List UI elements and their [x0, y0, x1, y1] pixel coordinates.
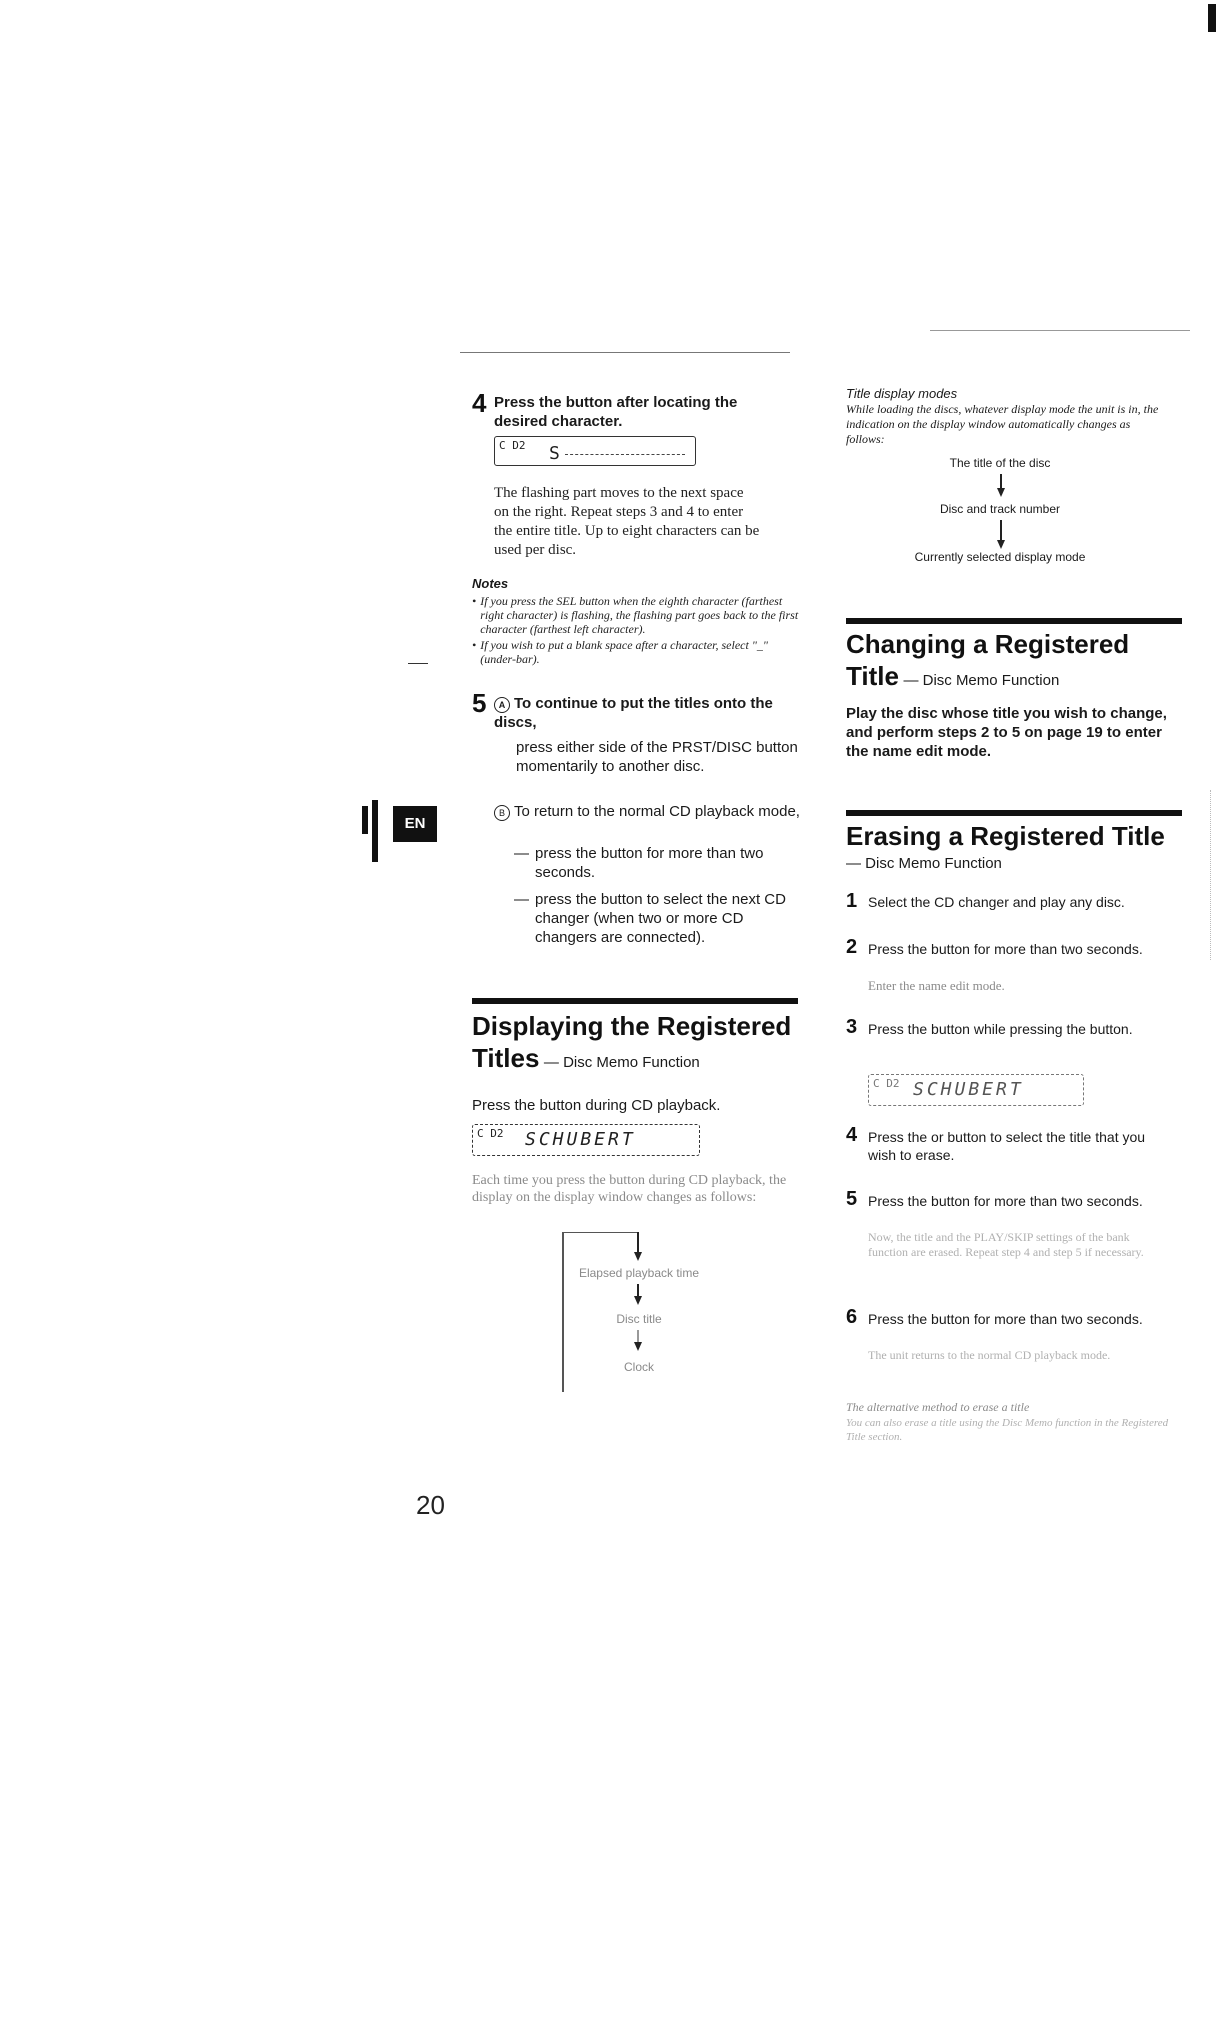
title-flow-item: The title of the disc	[949, 456, 1051, 470]
body-line: on the right. Repeat steps 3 and 4 to enter	[494, 504, 744, 520]
scan-line	[930, 330, 1190, 331]
step-5b-title: B To return to the normal CD playback mode,	[494, 802, 804, 821]
margin-mark	[408, 663, 428, 664]
flow-item: Clock	[623, 1360, 654, 1374]
alt-method-body: You can also erase a title using the Disc Memo function in the Registered Title section.	[846, 1417, 1169, 1443]
body-line: used per disc.	[494, 542, 577, 558]
changing-body: Play the disc whose title you wish to change, and perform steps 2 to 5 on page 19 to enter the name edit mode.	[846, 705, 1167, 760]
note-item: • If you wish to put a blank space after a character, select "_" (under-bar).	[472, 638, 768, 666]
erasing-step: 1 Select the CD changer and play any disc.	[846, 890, 1125, 912]
section-title-displaying-line2: Titles — Disc Memo Function	[472, 1043, 700, 1073]
section-rule	[846, 618, 1182, 624]
section-rule	[846, 810, 1182, 816]
flow-arrow	[997, 488, 1005, 497]
step-4-body	[494, 484, 804, 560]
lcd-display-step4: C D2 S	[494, 436, 696, 466]
note-item: • If you press the SEL button when the eighth character (farthest right character) is flashing, the flashing part goes back to the first character (farthest left character).	[472, 594, 799, 636]
step-5a-body: press either side of the PRST/DISC button momentarily to another disc.	[516, 739, 798, 775]
erasing-step: 2 Press the button for more than two seconds. Enter the name edit mode.	[846, 936, 1143, 993]
erasing-step: 5 Press the button for more than two seconds. Now, the title and the PLAY/SKIP settings of the bank function are erased. Repeat step 4 and step 5 if necessary.	[846, 1188, 1144, 1259]
section-title-displaying: Displaying the Registered	[472, 1011, 792, 1041]
scan-mark	[1208, 4, 1216, 32]
title-modes-body: While loading the discs, whatever display mode the unit is in, the indication on the display window automatically changes as follows:	[846, 402, 1159, 446]
margin-mark	[1210, 790, 1212, 960]
lcd-char: S	[549, 443, 560, 464]
lcd-display-erase: C D2 SCHUBERT	[868, 1074, 1084, 1106]
flow-item: Elapsed playback time	[578, 1266, 700, 1280]
notes-heading: Notes	[472, 576, 509, 591]
page-number: 20	[416, 1490, 445, 1520]
lcd-display-schubert: C D2 SCHUBERT	[472, 1124, 700, 1156]
scan-line	[460, 352, 790, 353]
flow-loop-top	[562, 1232, 638, 1233]
alt-method-heading: The alternative method to erase a title	[846, 1400, 1030, 1414]
erasing-subtitle: — Disc Memo Function	[846, 855, 1002, 872]
display-instruction: Press the button during CD playback.	[472, 1097, 721, 1114]
flow-line	[1000, 520, 1002, 542]
flow-arrow	[997, 540, 1005, 549]
step-4-number: 4	[472, 388, 487, 418]
section-title-changing-line2: Title — Disc Memo Function	[846, 661, 1060, 691]
title-flow-item: Currently selected display mode	[914, 550, 1086, 564]
step-5b-item: — press the button for more than two seconds.	[514, 845, 764, 881]
erasing-step: 6 Press the button for more than two seconds. The unit returns to the normal CD playback mode.	[846, 1306, 1143, 1362]
lcd-text: SCHUBERT	[525, 1129, 636, 1150]
flow-item: Disc title	[616, 1312, 662, 1326]
flow-loop-line	[562, 1232, 564, 1392]
title-modes-heading: Title display modes	[846, 386, 958, 401]
step-5-number: 5	[472, 688, 487, 718]
flow-line	[637, 1232, 639, 1254]
notes-list	[472, 594, 802, 666]
flow-arrow	[634, 1296, 642, 1305]
tab-bar	[362, 806, 368, 834]
step-4-title: Press the button after locating the desired character.	[494, 394, 738, 430]
step-5a-title: A To continue to put the titles onto the discs,	[494, 695, 773, 731]
flow-arrow	[634, 1342, 642, 1351]
title-flow-item: Disc and track number	[939, 502, 1061, 516]
body-line: the entire title. Up to eight characters can be	[494, 523, 760, 539]
display-description: Each time you press the button during CD playback, the display on the display window changes as follows:	[472, 1173, 787, 1205]
section-title-changing: Changing a Registered	[846, 629, 1130, 659]
section-rule	[472, 998, 798, 1004]
erasing-step: 3 Press the button while pressing the button.	[846, 1016, 1133, 1038]
erasing-step: 4 Press the or button to select the title that you wish to erase.	[846, 1124, 1146, 1163]
lcd-text: SCHUBERT	[913, 1079, 1024, 1100]
step-5b-item: — press the button to select the next CD changer (when two or more CD changers are connected).	[514, 891, 786, 946]
flow-arrow	[634, 1252, 642, 1261]
body-line: The flashing part moves to the next space	[494, 485, 744, 501]
section-title-erasing: Erasing a Registered Title	[846, 821, 1165, 851]
en-tab: EN	[393, 806, 437, 842]
tab-bar	[372, 836, 378, 862]
